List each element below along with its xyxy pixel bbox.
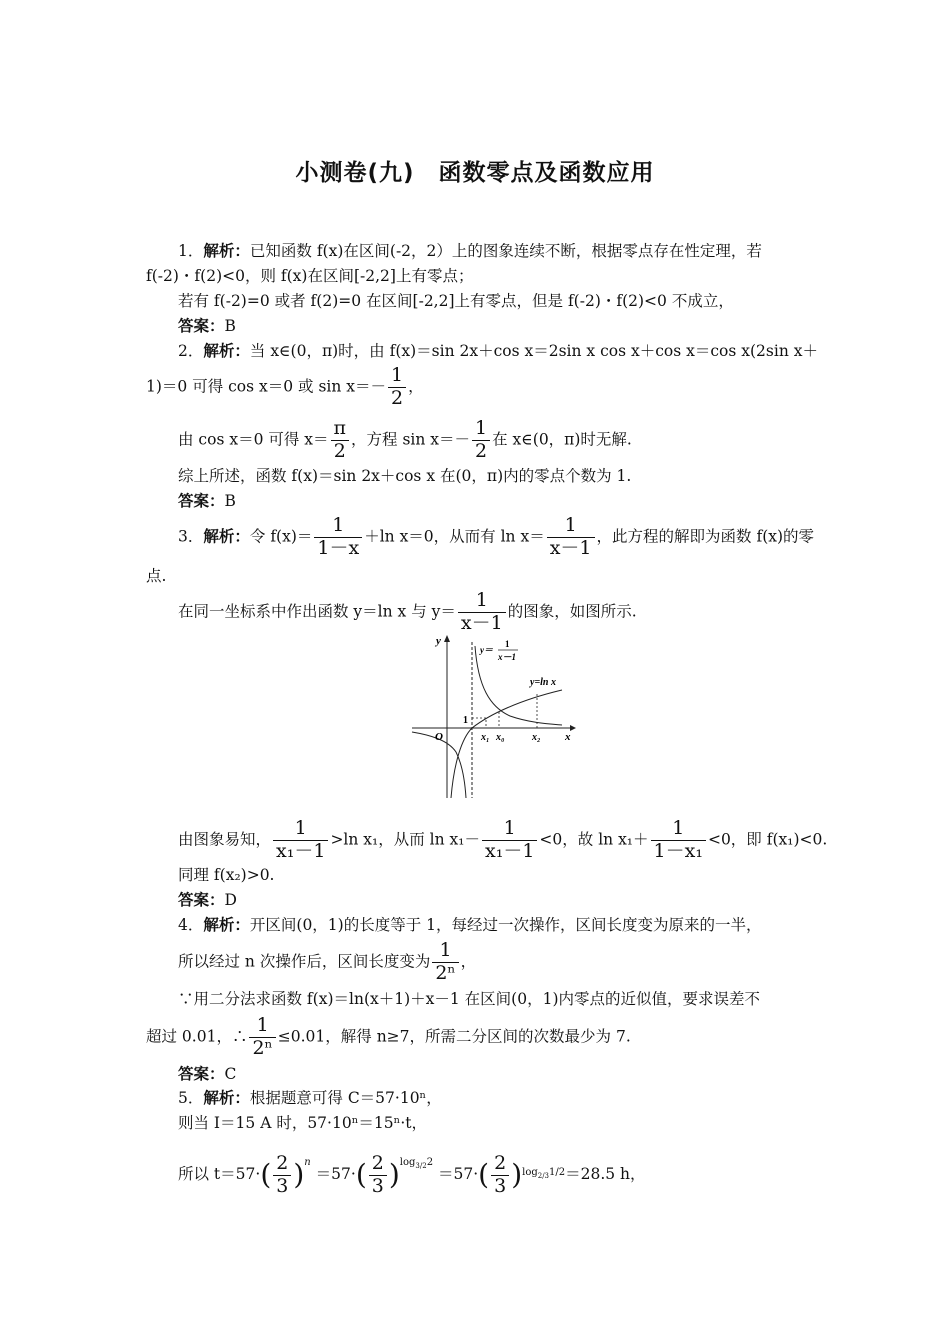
x-axis-arrow [570, 725, 576, 731]
q5-number: 5． [178, 1089, 204, 1107]
fraction-2-over-3: $\frac{2}{3}$ [491, 1153, 509, 1198]
fraction-1-over-1-minus-x1: $\frac{1}{\text{1－x₁}}$ [651, 818, 706, 863]
q1-number: 1． [178, 242, 204, 260]
fraction-1-over-x1-minus-1: $\frac{1}{\text{x₁－1}}$ [273, 818, 328, 863]
q1-line1: 1．解析：已知函数 f(x)在区间(-2，2）上的图象连续不断，根据零点存在性定理，若 [178, 242, 762, 260]
ln-curve [451, 690, 562, 798]
q4-line1: 4．解析：开区间(0，1)的长度等于 1，每经过一次操作，区间长度变为原来的一半， [178, 916, 762, 934]
q1-analysis-label: 解析： [203, 242, 250, 260]
x0-label: x₀ [496, 732, 505, 743]
q2-line4: 综上所述，函数 f(x)＝sin 2x＋cos x 在(0，π)内的零点个数为 1. [178, 467, 632, 485]
fraction-half: $\frac{1}{2}$ [472, 418, 490, 463]
q4-line3: ∵用二分法求函数 f(x)＝ln(x＋1)＋x－1 在区间(0，1)内零点的近似值，要求误差不 [178, 990, 760, 1008]
q2-line3: 由 cos x＝0 可得 x＝ $\frac{\pi}{2}$ ，方程 sin x＝－ $\frac{1}{2}$ 在 x∈(0，π)时无解. [178, 417, 632, 462]
q3-answer: 答案：D [178, 891, 237, 909]
fraction-2-over-3: $\frac{2}{3}$ [273, 1153, 291, 1198]
q4-line2: 所以经过 n 次操作后，区间长度变为 $\frac{1}{\text{2ⁿ}}$ ， [178, 939, 477, 984]
q4-line4: 超过 0.01，∴ $\frac{1}{\text{2ⁿ}}$ ≤0.01，解得 n≥7，所需二分区间的次数最少为 7. [146, 1014, 631, 1059]
q1-line2: f(-2)・f(2)<0，则 f(x)在区间[-2,2]上有零点； [146, 267, 474, 285]
origin-label: O [435, 731, 443, 743]
q3-line2: 点. [146, 567, 167, 585]
fraction-pi-half: $\frac{\pi}{2}$ [331, 418, 350, 463]
q3-line4: 由图象易知， $\frac{1}{\text{x₁－1}}$ >ln x₁，从而 ln x₁－ $\frac{1}{\text{x₁－1}}$ <0，故 ln x₁＋ $\frac{1}{\text{1－x₁}}$ <0，即 f(x₁)<0. [178, 817, 828, 862]
q3-number: 3． [178, 527, 204, 546]
y-axis-arrow [444, 635, 450, 642]
reciprocal-label-prefix: y＝ [480, 645, 493, 655]
q3-line1: 3．解析：令 f(x)＝ $\frac{1}{1-x}$ ＋ln x＝0，从而有 ln x＝ $\frac{1}{x-1}$ ，此方程的解即为函数 f(x)的零 [178, 514, 815, 559]
fraction-1-over-x-minus-1: $\frac{1}{x-1}$ [547, 515, 595, 560]
fraction-1-over-2n: $\frac{1}{\text{2ⁿ}}$ [432, 940, 458, 985]
reciprocal-label-num: 1 [505, 639, 510, 649]
q5-line1: 5．解析：根据题意可得 C＝57·10ⁿ， [178, 1089, 442, 1107]
q1-line3: 若有 f(-2)=0 或者 f(2)=0 在区间[-2,2]上有零点，但是 f(-2)・f(2)<0 不成立， [178, 292, 734, 310]
q3-line3: 在同一坐标系中作出函数 y＝ln x 与 y＝ $\frac{1}{x-1}$ 的图象，如图所示. [178, 589, 637, 634]
x1-label: x₁ [481, 732, 490, 743]
q2-answer: 答案：B [178, 492, 236, 510]
one-label: 1 [463, 715, 468, 726]
page-title: 小测卷(九) 函数零点及函数应用 [295, 160, 655, 186]
q1-answer: 答案：B [178, 317, 236, 335]
x-axis-label: x [565, 731, 571, 743]
reciprocal-label-den: x－1 [498, 652, 517, 662]
fraction-1-over-2n: $\frac{1}{\text{2ⁿ}}$ [249, 1015, 275, 1060]
q4-number: 4． [178, 916, 204, 934]
q2-number: 2． [178, 342, 204, 360]
fraction-1-over-1-minus-x: $\frac{1}{1-x}$ [314, 515, 362, 560]
ln-label: y=ln x [530, 677, 556, 688]
q2-line2: 1)＝0 可得 cos x＝0 或 sin x＝－ $\frac{1}{2}$ ， [146, 364, 424, 409]
x2-label: x₂ [532, 732, 541, 743]
q5-line3: 所以 t＝57·( $\frac{2}{3}$ )$^n$ ＝57·( $\frac{2}{3}$ )$^{log_{3/2}2}$ ＝57·( $\frac{2}{3}$ )$^{log_{2/3}1/2}$＝28.5 h， [178, 1151, 646, 1197]
q3-line5: 同理 f(x₂)>0. [178, 866, 275, 884]
q2-line1: 2．解析：当 x∈(0，π)时，由 f(x)＝sin 2x＋cos x＝2sin x cos x＋cos x＝cos x(2sin x＋ [178, 342, 818, 360]
y-axis-label: y [436, 635, 441, 647]
q4-answer: 答案：C [178, 1065, 237, 1083]
fraction-2-over-3: $\frac{2}{3}$ [369, 1153, 387, 1198]
q5-line2: 则当 I＝15 A 时，57·10ⁿ＝15ⁿ·t， [178, 1114, 427, 1132]
function-graph [410, 632, 580, 800]
fraction-1-over-x-minus-1: $\frac{1}{x-1}$ [458, 590, 506, 635]
fraction-half: $\frac{1}{2}$ [388, 365, 406, 410]
fraction-1-over-x1-minus-1: $\frac{1}{\text{x₁－1}}$ [482, 818, 537, 863]
